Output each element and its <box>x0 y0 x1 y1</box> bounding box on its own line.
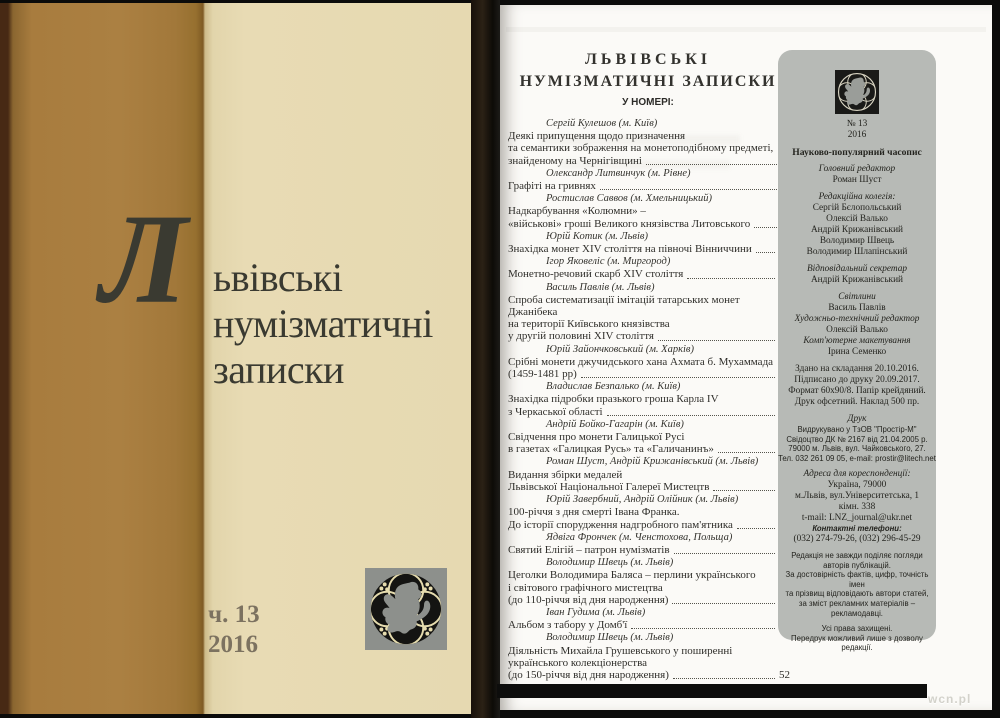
toc-title-line: українського колекціонерства <box>508 656 648 669</box>
toc-entry <box>508 632 790 681</box>
masthead-line: Роман Шуст <box>832 175 882 185</box>
toc-author: Володимир Швець (м. Львів) <box>546 632 674 644</box>
toc-title-text: Монетно-речовий скарб XIV століття <box>508 268 684 281</box>
toc-title-line: та семантики зображення на монетоподібному предметі, <box>508 142 774 155</box>
page-crease <box>506 27 986 32</box>
masthead-line: Україна, 79000 <box>827 480 887 491</box>
toc-title-text: (до 150-річчя від дня народження) <box>508 668 669 681</box>
masthead-line: Світлини <box>838 292 876 302</box>
page-title-line-2: НУМІЗМАТИЧНІ ЗАПИСКИ <box>519 73 777 90</box>
toc-entry <box>508 419 790 456</box>
toc-entry <box>508 344 790 381</box>
toc-author: Володимир Швець (м. Львів) <box>546 557 674 569</box>
toc-title-last-line <box>508 218 790 230</box>
masthead-line: Здано на складання 20.10.2016. <box>795 364 919 374</box>
journal-cover <box>0 3 471 714</box>
toc-title-line: Свідчення про монети Галицької Русі <box>508 431 685 444</box>
in-issue-label: У НОМЕРІ: <box>622 97 674 108</box>
toc-author: Ядвіга Фрончек (м. Ченстохова, Польща) <box>546 531 733 543</box>
toc-author: Юрій Завербний, Андрій Олійник (м. Львів) <box>546 494 739 506</box>
lion-circle-emblem-icon <box>835 70 879 114</box>
toc-author: Владислав Безпалько (м. Київ) <box>546 381 681 393</box>
masthead-line: Відповідальний секретар <box>806 264 907 274</box>
toc-title-last-line <box>508 268 790 280</box>
toc-entry <box>508 193 790 230</box>
toc-title-last-line <box>508 368 790 380</box>
toc-author: Ростислав Саввов (м. Хмельницький) <box>546 193 713 205</box>
toc-title-line: Надкарбування «Колюмни» – <box>508 205 646 218</box>
toc-entry <box>508 494 790 531</box>
toc-title-last-line <box>508 619 790 631</box>
toc-title-line: 100-річчя з дня смерті Івана Франка. <box>508 506 680 519</box>
toc-title-line: Спроба систематизації імітацій татарських монет Джанібека <box>508 293 740 319</box>
toc-entry <box>508 282 790 343</box>
toc-author: Юрій Котик (м. Львів) <box>546 230 648 242</box>
toc-title-last-line <box>508 519 790 531</box>
toc-entry <box>508 532 790 556</box>
toc-title-last-line <box>508 443 790 455</box>
masthead-line: За достовірність фактів, цифр, точність імен <box>785 570 929 589</box>
dot-leader <box>754 227 780 228</box>
masthead-line: Друк <box>847 414 867 424</box>
masthead-line: Редакція не завжди поділяє погляди <box>791 550 923 560</box>
toc-title-text: Альбом з табору у Домб'ї <box>508 619 628 632</box>
cover-title-line-2: нумізматичні <box>213 301 433 346</box>
toc-author: Андрій Бойко-Гагарін (м. Київ) <box>546 418 684 430</box>
toc-title-line: Цеголки Володимира Баляса – перлини українського <box>508 569 756 582</box>
masthead-line: Олексій Валько <box>826 214 888 224</box>
cover-issue-block <box>208 600 260 660</box>
masthead-line: Тел. 032 261 09 05, e-mail: prostir@litech.net <box>778 453 936 463</box>
toc-title-text: Знахідка монет XIV століття на півночі Вінниччини <box>508 243 752 256</box>
masthead-line: t-mail: LNZ_journal@ukr.net <box>801 513 913 524</box>
page-title-line-1: ЛЬВІВСЬКІ <box>584 51 712 68</box>
toc-author: Іван Гудима (м. Львів) <box>546 606 646 618</box>
masthead-line: Друк офсетний. Наклад 500 пр. <box>794 397 920 407</box>
toc-entry <box>508 381 790 418</box>
dot-leader <box>631 628 775 629</box>
toc-title-last-line <box>508 406 790 418</box>
toc-title-line: Видання збірки медалей <box>508 468 623 481</box>
masthead-line: (032) 274-79-26, (032) 296-45-29 <box>793 533 921 544</box>
toc-title-line: на території Київського князівства <box>508 318 670 331</box>
toc-page <box>500 5 992 710</box>
toc-title-last-line <box>508 594 790 606</box>
dot-leader <box>687 278 775 279</box>
toc-title-text: з Черкаської області <box>508 405 603 418</box>
dot-leader <box>607 415 775 416</box>
dot-leader <box>672 603 775 604</box>
toc-title-text: Святий Елігій – патрон нумізматів <box>508 543 670 556</box>
toc-entry <box>508 456 790 493</box>
toc-title-text: в газетах «Галицкая Русь» та «Галичанинъ» <box>508 443 714 456</box>
toc-entry <box>508 231 790 255</box>
masthead-line: 79000 м. Львів, вул. Чайковського, 27. <box>788 444 926 454</box>
dot-leader <box>646 164 781 165</box>
toc-title-text: Графіті на гривнях <box>508 180 596 193</box>
toc-title-text: у другій половині XIV століття <box>508 330 654 343</box>
toc-title-text: Львівської Національної Галереї Мистецтв <box>508 480 710 493</box>
bottom-shadow-band <box>497 684 927 698</box>
toc-entry <box>508 168 790 192</box>
toc-title-last-line <box>508 155 790 167</box>
toc-title-line: Срібні монети джучидського хана Ахмата б. Мухаммада <box>508 355 774 368</box>
toc-title-last-line <box>508 180 790 192</box>
toc-entry <box>508 118 790 167</box>
toc-title-last-line <box>508 481 790 493</box>
toc-title-text: До історії спорудження надгробного пам'ятника <box>508 518 733 531</box>
toc-title-last-line <box>508 669 790 681</box>
watermark: wcn.pl <box>928 692 972 706</box>
masthead-line: Головний редактор <box>818 164 896 174</box>
dot-leader <box>600 189 781 190</box>
toc-entry <box>508 607 790 631</box>
toc-author: Олександр Литвинчук (м. Рівне) <box>546 167 691 179</box>
masthead-line: Комп'ютерне макетування <box>803 336 911 346</box>
masthead-line: Василь Павлів <box>828 303 886 313</box>
masthead-panel <box>778 50 936 653</box>
masthead-lines <box>778 119 936 653</box>
dot-leader <box>718 452 775 453</box>
spine-shadow <box>471 0 500 718</box>
masthead-line: Андрій Крижанівський <box>810 225 904 235</box>
dot-leader <box>658 340 775 341</box>
masthead-line: Усі права захищені. <box>821 624 893 634</box>
masthead-line: Передрук можливий лише з дозволу редакції. <box>791 633 923 653</box>
dot-leader <box>756 252 775 253</box>
dot-leader <box>673 678 775 679</box>
toc-entry <box>508 256 790 280</box>
toc-title-text: «військові» гроші Великого князівства Литовського <box>508 217 751 230</box>
masthead-line: авторів публікацій. <box>823 560 891 570</box>
masthead-line: Олексій Валько <box>826 325 888 335</box>
masthead-line: Ірина Семенко <box>827 347 887 357</box>
toc-author: Юрій Зайончковський (м. Харків) <box>546 343 694 355</box>
masthead-line: кімн. 338 <box>838 502 876 513</box>
cover-title <box>213 255 433 393</box>
toc-page-number: 52 <box>779 668 790 681</box>
masthead-line: № 13 <box>846 119 868 129</box>
toc-author: Василь Павлів (м. Львів) <box>546 281 655 293</box>
toc-title-line: і світового графічного мистецтва <box>508 581 663 594</box>
masthead-line: Сергій Бєлопольський <box>812 203 902 213</box>
dot-leader <box>674 553 775 554</box>
cover-title-initial: Л <box>100 188 188 330</box>
toc-title-line: Діяльність Михайла Грушевського у поширенні <box>508 644 733 657</box>
masthead-line: Свідоцтво ДК № 2167 від 21.04.2005 р. <box>786 434 928 444</box>
masthead-line: Формат 60х90/8. Папір крейдяний. <box>788 386 926 396</box>
toc-title-last-line <box>508 243 790 255</box>
dot-leader <box>737 528 775 529</box>
masthead-line: та прізвищ відповідають автори статей, <box>785 589 929 599</box>
masthead-line: 2016 <box>847 130 867 140</box>
masthead-line: Володимир Шлапінський <box>806 247 908 257</box>
cover-title-line-3: записки <box>213 347 344 392</box>
masthead-line: Володимир Швець <box>819 236 895 246</box>
masthead-line: Підписано до друку 20.09.2017. <box>794 375 920 385</box>
masthead-line: м.Львів, вул.Університетська, 1 <box>794 491 920 502</box>
masthead-line: Андрій Крижанівський <box>810 275 904 285</box>
toc-title-text: (до 110-річчя від дня народження) <box>508 593 669 606</box>
toc-title-last-line <box>508 330 790 342</box>
dot-leader <box>713 490 775 491</box>
toc-title-last-line <box>508 544 790 556</box>
masthead-line: Редакційна колегія: <box>818 192 896 202</box>
dot-leader <box>581 377 775 378</box>
cover-year: 2016 <box>208 631 258 658</box>
toc-list <box>508 117 790 681</box>
toc-author: Роман Шуст, Андрій Крижанівський (м. Львів) <box>546 456 759 468</box>
masthead-line: Науково-популярний часопис <box>792 147 922 158</box>
masthead-line: Видрукувано у ТзОВ "Простір-М" <box>797 425 917 434</box>
masthead-line: за зміст рекламних матеріалів – рекламодавці. <box>798 598 916 618</box>
masthead-line: Контактні телефони: <box>812 524 902 534</box>
toc-title-line: Деякі припущення щодо призначення <box>508 130 686 143</box>
toc-entry <box>508 557 790 606</box>
masthead-line: Художньо-технічний редактор <box>794 314 920 324</box>
cover-title-line-1: ьвівські <box>213 255 343 300</box>
toc-title-text: (1459-1481 рр) <box>508 368 577 381</box>
cover-issue-number: ч. 13 <box>208 601 260 628</box>
lion-quatrefoil-emblem-icon <box>365 568 447 650</box>
toc-title-text: знайденому на Чернігівщині <box>508 154 642 167</box>
masthead-line: Адреса для кореспонденції: <box>803 469 911 480</box>
toc-title-line: Знахідка підробки празького гроша Карла IV <box>508 393 719 406</box>
toc-author: Сергій Кулешов (м. Київ) <box>546 118 658 129</box>
toc-author: Ігор Яковеліс (м. Миргород) <box>546 256 671 268</box>
